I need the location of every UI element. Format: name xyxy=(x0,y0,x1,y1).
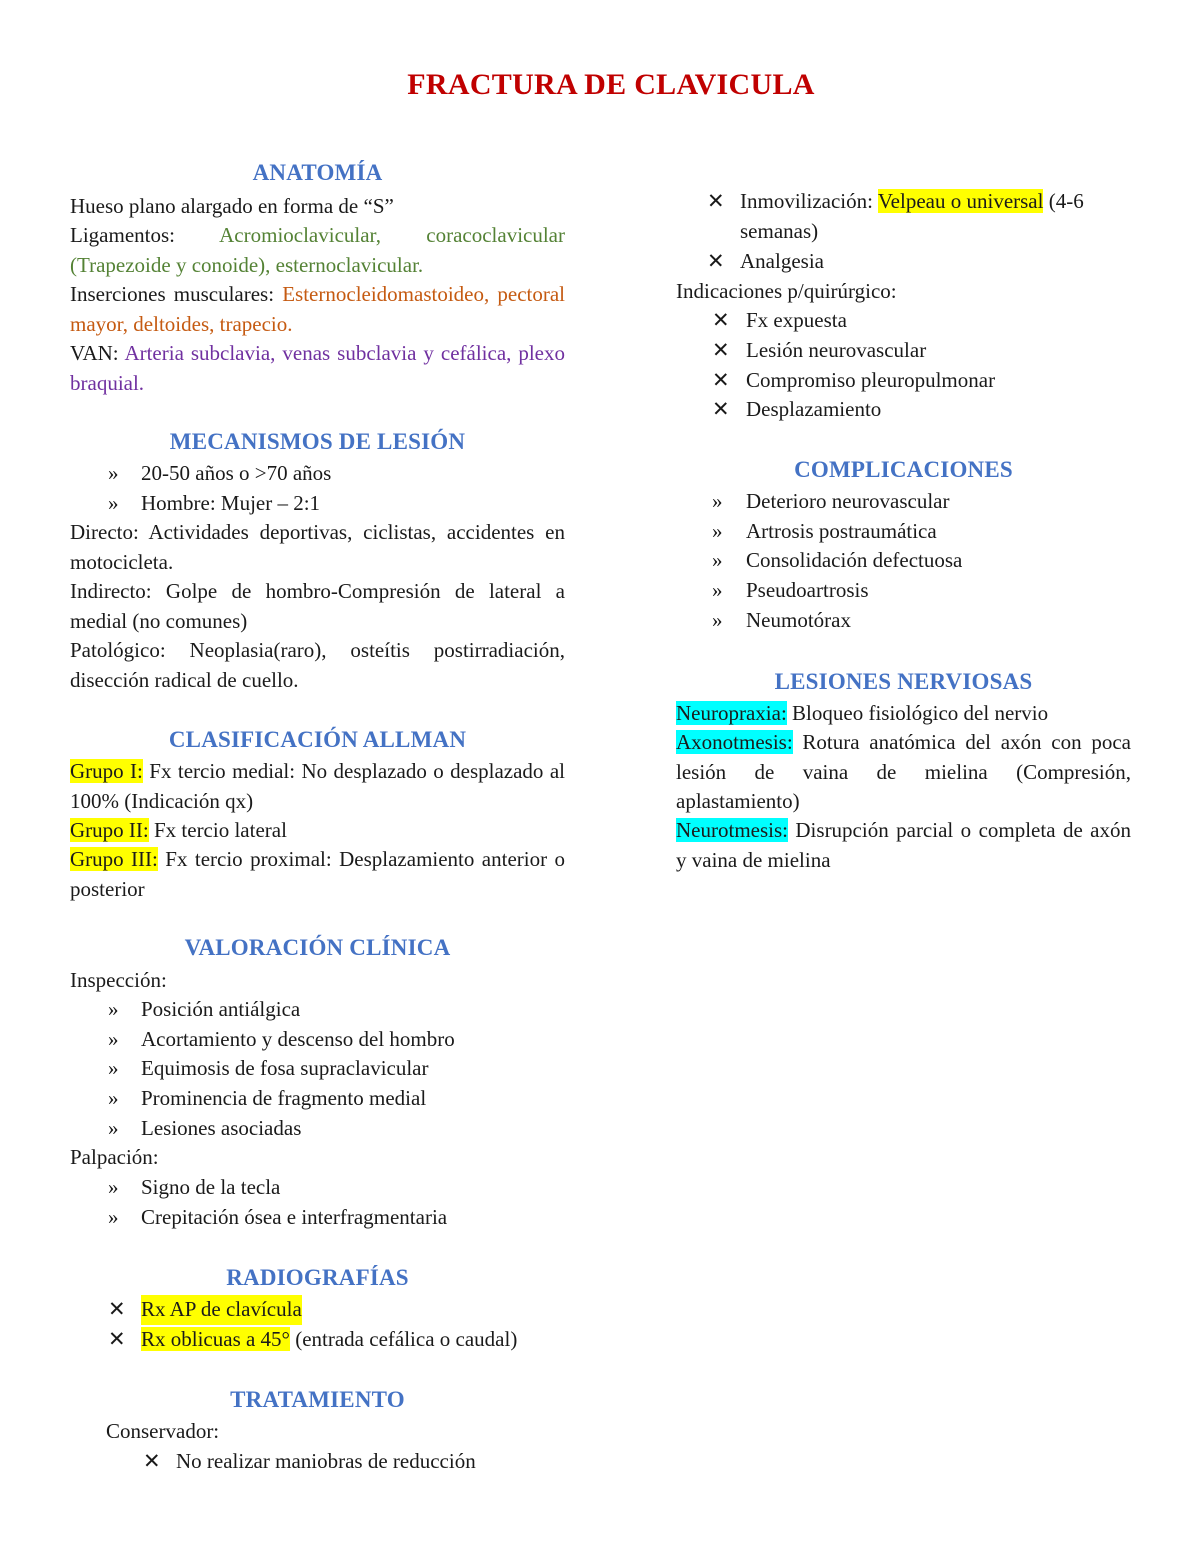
chevron-icon: » xyxy=(712,489,723,513)
section-heading-tratamiento: TRATAMIENTO xyxy=(230,1387,405,1412)
palpacion-label: Palpación: xyxy=(70,1145,159,1169)
section-heading-valoracion: VALORACIÓN CLÍNICA xyxy=(184,935,451,960)
cross-icon: ✕ xyxy=(712,338,730,362)
inserciones-value: Esternocleidomastoideo, pectoral mayor, deltoides, trapecio. xyxy=(70,282,566,336)
inspeccion-label: Inspección: xyxy=(70,968,167,992)
neuropraxia-label: Neuropraxia: xyxy=(676,701,787,725)
chevron-icon: » xyxy=(108,461,119,485)
ligamentos-value: Acromioclavicular, coracoclavicular (Trapezoide y conoide), esternoclavicular. xyxy=(70,223,565,277)
anatomia-line-1: Hueso plano alargado en forma de “S” xyxy=(70,194,394,218)
chevron-icon: » xyxy=(712,519,723,543)
neurotmesis-label: Neurotmesis: xyxy=(676,818,788,842)
chevron-icon: » xyxy=(108,1175,119,1199)
van-value: Arteria subclavia, venas subclavia y cefálica, plexo braquial. xyxy=(70,341,566,395)
chevron-icon: » xyxy=(108,1086,119,1110)
ligamentos-label: Ligamentos: xyxy=(70,223,175,247)
chevron-icon: » xyxy=(108,1116,119,1140)
page-title: FRACTURA DE CLAVICULA xyxy=(407,68,815,101)
section-heading-complicaciones: COMPLICACIONES xyxy=(794,457,1013,482)
mecanismo-patologico: Patológico: Neoplasia(raro), osteítis postirradiación, disección radical de cuello. xyxy=(70,638,565,692)
section-heading-anatomia: ANATOMÍA xyxy=(252,160,383,185)
neurotmesis: Neurotmesis: Disrupción parcial o completa de axón y vaina de mielina xyxy=(676,818,1131,872)
document-page: FRACTURA DE CLAVICULA ANATOMÍA Hueso plano alargado en forma de “S” Ligamentos: Acromioclavicular, coracoclavicular (Trapezoide y conoide), esternoclavicular. Inserciones musculares: Esternocleidomastoideo, pectoral mayor, deltoides, trapecio. VAN: Arteria subclavia, venas subclavia y cefálica, plexo braquial. MECANISMOS DE LESIÓN » 20-50 años o >70 años » Hombre: Mujer – 2:1 Directo: Actividades deportivas, ciclistas, accidentes en motocicleta. Indirecto: Golpe de hombro-Compresión de lateral a medial (no comunes) Patológico: Neoplasia(raro), osteítis postirradiación, disección radical de cuello. CLASIFICACIÓN ALLMAN Grupo I: Fx tercio medial: No desplazado o desplazado al 100% (Indicación qx) Grupo II: Fx tercio lateral Grupo III: Fx tercio proximal: Desplazamiento anterior o posterior VALORACIÓN CLÍNICA Inspección: » Posición antiálgica » Acortamiento y descenso del hombro » Equimosis de fosa supraclavicular » Prominencia de fragmento medial » Lesiones asociadas Palpación: » Signo de la tecla » Crepitación ósea e interfragmentaria RADIOGRAFÍAS ✕ Rx AP de clavícula ✕ Rx oblicuas a 45° (entrada cefálica o caudal) TRATAMIENTO Conservador: ✕ No realizar maniobras de reducción ✕ Inmovilización: Velpeau o universal (4-6 semanas) ✕ Analgesia Indicaciones p/quirúrgico: ✕ Fx expuesta ✕ Lesión neurovascular ✕ Compromiso pleuropulmonar ✕ Desplazamiento COMPLICACIONES » Deterioro neurovascular » Artrosis postraumática » Consolidación defectuosa » Pseudoartrosis » Neumotórax LESIONES NERVIOSAS Neuropraxia: Bloqueo fisiológico del nervio Axonotmesis: Rotura anatómica del axón con poca lesión de vaina de mielina (Compresión, aplastamiento) Neurotmesis: Disrupción parcial o completa de axón y vaina de mielina xyxy=(0,0,1200,1553)
chevron-icon: » xyxy=(712,548,723,572)
axonotmesis: Axonotmesis: Rotura anatómica del axón con poca lesión de vaina de mielina (Compresión, aplastamiento) xyxy=(676,730,1131,813)
chevron-icon: » xyxy=(108,997,119,1021)
cross-icon: ✕ xyxy=(108,1297,126,1321)
grupo-2: Grupo II: Fx tercio lateral xyxy=(70,818,287,842)
chevron-icon: » xyxy=(108,491,119,515)
grupo-1-label: Grupo I: xyxy=(70,759,143,783)
chevron-icon: » xyxy=(108,1027,119,1051)
section-heading-radiografias: RADIOGRAFÍAS xyxy=(226,1265,409,1290)
inserciones-label: Inserciones musculares: xyxy=(70,282,275,306)
grupo-3: Grupo III: Fx tercio proximal: Desplazamiento anterior o posterior xyxy=(70,847,565,901)
cross-icon: ✕ xyxy=(707,189,725,213)
cross-icon: ✕ xyxy=(712,397,730,421)
cross-icon: ✕ xyxy=(712,308,730,332)
anatomia-inserciones xyxy=(70,280,565,339)
grupo-2-label: Grupo II: xyxy=(70,818,149,842)
conservador-label: Conservador: xyxy=(106,1419,220,1443)
grupo-1: Grupo I: Fx tercio medial: No desplazado o desplazado al 100% (Indicación qx) xyxy=(70,759,565,813)
chevron-icon: » xyxy=(108,1205,119,1229)
mecanismo-directo: Directo: Actividades deportivas, ciclistas, accidentes en motocicleta. xyxy=(70,520,565,574)
neuropraxia: Neuropraxia: Bloqueo fisiológico del nervio xyxy=(676,701,1049,725)
chevron-icon: » xyxy=(712,608,723,632)
chevron-icon: » xyxy=(712,578,723,602)
axonotmesis-label: Axonotmesis: xyxy=(676,730,793,754)
cross-icon: ✕ xyxy=(108,1327,126,1351)
section-heading-clasificacion: CLASIFICACIÓN ALLMAN xyxy=(168,727,467,752)
chevron-icon: » xyxy=(108,1056,119,1080)
cross-icon: ✕ xyxy=(712,368,730,392)
section-heading-mecanismos: MECANISMOS DE LESIÓN xyxy=(169,429,466,454)
indicaciones-label: Indicaciones p/quirúrgico: xyxy=(676,279,897,303)
anatomia-ligamentos xyxy=(70,221,565,280)
van-label: VAN: xyxy=(70,341,119,365)
grupo-3-label: Grupo III: xyxy=(70,847,158,871)
cross-icon: ✕ xyxy=(143,1449,161,1473)
section-heading-lesiones: LESIONES NERVIOSAS xyxy=(774,669,1033,694)
cross-icon: ✕ xyxy=(707,249,725,273)
mecanismo-indirecto: Indirecto: Golpe de hombro-Compresión de lateral a medial (no comunes) xyxy=(70,579,565,633)
anatomia-van xyxy=(70,339,565,398)
